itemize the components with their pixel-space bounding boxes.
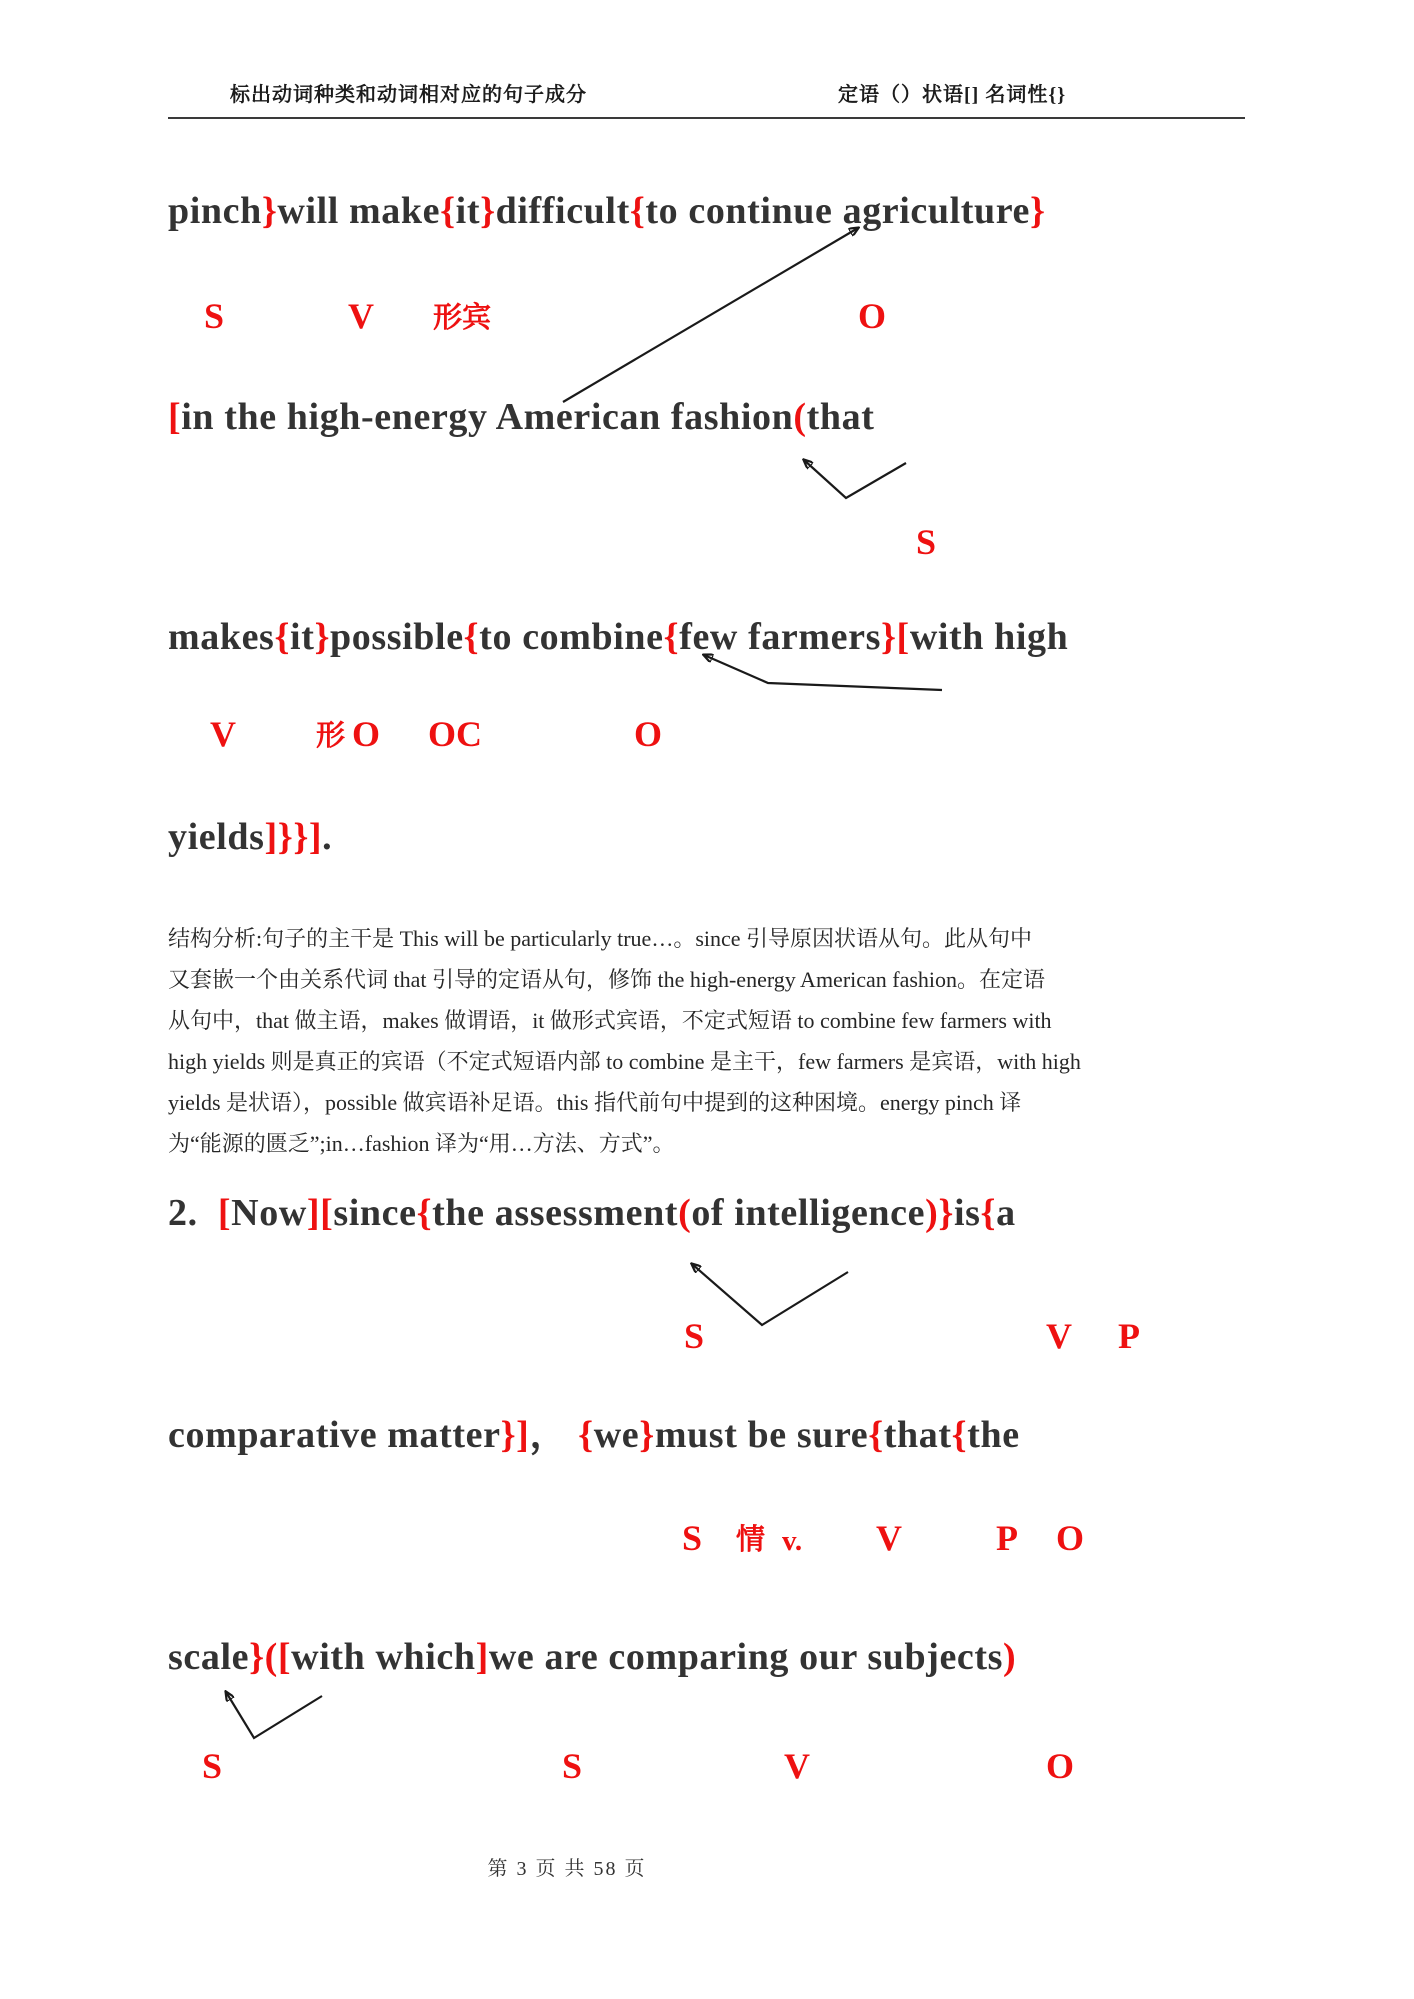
bracket-mark: { [629, 190, 646, 232]
analysis-line: 又套嵌一个由关系代词 that 引导的定语从句，修饰 the high-energy American fashion。在定语 [168, 967, 1046, 992]
sentence-text: possible [330, 616, 464, 658]
label-modal-verb: v. [782, 1525, 803, 1557]
bracket-mark: } [639, 1414, 655, 1456]
sentence-text: that [883, 1414, 952, 1456]
label-object: O [858, 296, 887, 336]
sentence-text: since [333, 1192, 417, 1234]
bracket-mark: ) [1003, 1636, 1017, 1678]
sentence2-line2 [168, 1414, 1020, 1458]
sentence-text: comparative matter [168, 1414, 501, 1456]
sentence-text: ， [529, 1414, 579, 1456]
sentence-text: must be sure [654, 1414, 869, 1456]
analysis-line: yields 是状语），possible 做宾语补足语。this 指代前句中提到的这种困境。energy pinch 译 [168, 1090, 1022, 1115]
sentence-text: 2. [168, 1192, 218, 1234]
label-verb: V [1046, 1316, 1072, 1356]
label-object: O [352, 714, 381, 754]
sentence-text: scale [168, 1636, 250, 1678]
sentence-text: . [322, 816, 333, 858]
bracket-mark: ( [793, 396, 807, 438]
analysis-line: 结构分析:句子的主干是 This will be particularly true…。since 引导原因状语从句。此从句中 [168, 926, 1033, 951]
arrow-combine [704, 655, 942, 690]
sentence-text: that [806, 396, 875, 438]
sentence-text: Now [231, 1192, 307, 1234]
sentence-text: to continue agriculture [645, 190, 1031, 232]
label-subject: S [562, 1746, 583, 1786]
label-subject: S [204, 296, 225, 336]
sentence1-line1 [168, 190, 1046, 234]
arrow-assessment [692, 1264, 848, 1325]
label-formal-object: 形宾 [433, 302, 492, 334]
bracket-mark: [ [217, 1192, 232, 1234]
sentence2-line3 [168, 1636, 1016, 1680]
bracket-mark: ( [678, 1192, 692, 1234]
label-verb: V [348, 296, 374, 336]
sentence-text: to combine [479, 616, 664, 658]
sentence1-line3 [168, 616, 1068, 660]
sentence-text: difficult [495, 190, 630, 232]
sentence1-line4 [168, 816, 332, 860]
bracket-mark: { [663, 616, 680, 658]
header-right-legend: 定语（）状语[] 名词性{} [838, 84, 1067, 106]
bracket-mark: ]}}] [264, 816, 323, 858]
sentence-text: is [953, 1192, 981, 1234]
arrow-continue [563, 228, 858, 402]
arrow-fashion-that [804, 460, 906, 498]
label-verb: V [210, 714, 236, 754]
bracket-mark: } [1030, 190, 1046, 232]
label-object: O [1046, 1746, 1075, 1786]
bracket-mark: } [261, 190, 278, 232]
bracket-mark: [ [168, 396, 182, 438]
sentence1-line2 [168, 396, 875, 440]
analysis-line: 从句中，that 做主语，makes 做谓语，it 做形式宾语，不定式短语 to combine few farmers with [168, 1008, 1052, 1033]
bracket-mark: { [578, 1414, 594, 1456]
sentence-text: makes [168, 616, 275, 658]
bracket-mark: )} [925, 1192, 954, 1234]
sentence-text: of intelligence [691, 1192, 926, 1234]
bracket-mark: }([ [249, 1636, 292, 1678]
analysis-line: high yields 则是真正的宾语（不定式短语内部 to combine 是主干，few farmers 是宾语，with high [168, 1049, 1081, 1074]
label-object: O [634, 714, 663, 754]
label-object-complement: OC [428, 714, 482, 754]
label-formal: 形 [316, 720, 346, 752]
sentence-text: it [290, 616, 315, 658]
bracket-mark: }] [500, 1414, 530, 1456]
label-verb: V [876, 1518, 902, 1558]
label-subject: S [682, 1518, 703, 1558]
header-left-title: 标出动词种类和动词相对应的句子成分 [230, 84, 587, 106]
bracket-mark: } [480, 190, 496, 232]
label-verb: V [784, 1746, 810, 1786]
bracket-mark: { [274, 616, 291, 658]
label-object: O [1056, 1518, 1085, 1558]
label-predicative: P [1118, 1316, 1140, 1356]
bracket-mark: { [868, 1414, 884, 1456]
sentence-text: the [967, 1414, 1020, 1456]
sentence-text: few farmers [679, 616, 881, 658]
sentence-text: yields [168, 816, 265, 858]
bracket-mark: } [314, 616, 331, 658]
page-number: 第 3 页 共 58 页 [487, 1858, 647, 1880]
bracket-mark: { [951, 1414, 968, 1456]
arrow-scale [226, 1692, 322, 1738]
sentence-text: we [593, 1414, 640, 1456]
bracket-mark: { [416, 1192, 433, 1234]
label-subject: S [202, 1746, 223, 1786]
sentence-text: pinch [168, 190, 262, 232]
bracket-mark: [ [896, 616, 910, 658]
bracket-mark: { [980, 1192, 997, 1234]
sentence-text: it [455, 190, 481, 232]
sentence-text: with which [291, 1636, 476, 1678]
bracket-mark: ] [475, 1636, 489, 1678]
bracket-mark: ][ [306, 1192, 334, 1234]
sentence2-line1 [168, 1192, 1016, 1236]
sentence-text: will make [277, 190, 441, 232]
sentence-text: with high [909, 616, 1069, 658]
bracket-mark: { [440, 190, 456, 232]
label-predicative: P [996, 1518, 1018, 1558]
analysis-line: 为“能源的匮乏”;in…fashion 译为“用…方法、方式”。 [168, 1131, 675, 1156]
sentence-text: in the high-energy American fashion [181, 396, 794, 438]
bracket-mark: { [463, 616, 480, 658]
sentence-text: the assessment [432, 1192, 679, 1234]
analysis-paragraph [168, 918, 1258, 1164]
label-subject: S [916, 522, 937, 562]
bracket-mark: } [880, 616, 897, 658]
sentence-text: we are comparing our subjects [488, 1636, 1004, 1678]
sentence-text: a [996, 1192, 1016, 1234]
label-modal: 情 [736, 1524, 766, 1556]
label-subject: S [684, 1316, 705, 1356]
